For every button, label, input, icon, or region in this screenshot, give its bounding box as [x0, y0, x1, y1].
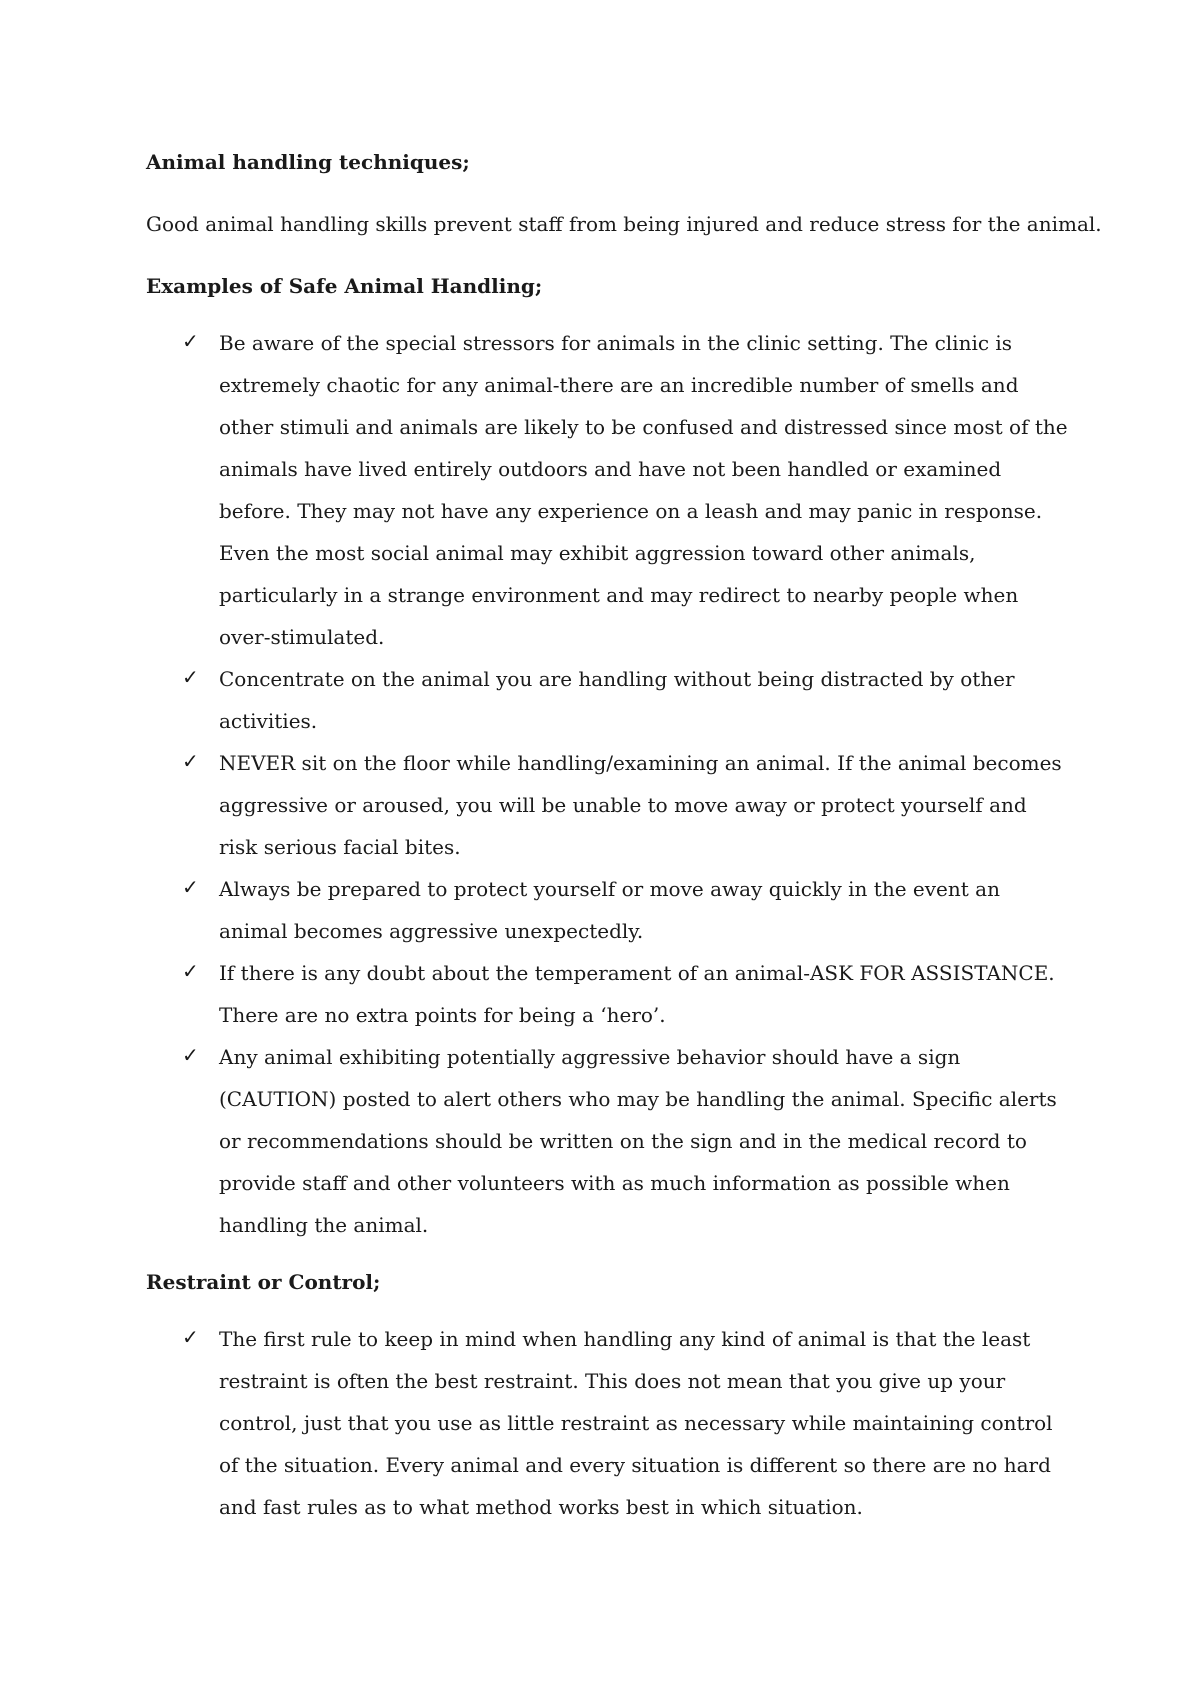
section-heading-safe-handling: Examples of Safe Animal Handling; — [146, 274, 543, 298]
list-item-text: Any animal exhibiting potentially aggressive behavior should have a sign (CAUTION) posted to alert others who may be handling the animal. Specific alerts or recommendations should be written on the sign and in the medical record to provide staff and other volunteers with as much information as possible when handling the animal. — [219, 1045, 1057, 1237]
list-item-text: NEVER sit on the floor while handling/examining an animal. If the animal becomes aggressive or aroused, you will be unable to move away or protect yourself and risk serious facial bites. — [219, 751, 1062, 859]
list-item — [146, 1318, 1071, 1528]
list-item-text: Concentrate on the animal you are handling without being distracted by other activities. — [219, 667, 1015, 733]
list-item-text: Always be prepared to protect yourself or move away quickly in the event an animal becomes aggressive unexpectedly. — [219, 877, 1000, 943]
checkmark-icon: ✓ — [182, 665, 199, 689]
checkmark-icon: ✓ — [182, 749, 199, 773]
checkmark-icon: ✓ — [182, 875, 199, 899]
safe-handling-list — [146, 322, 1066, 1246]
checkmark-icon: ✓ — [182, 1325, 199, 1349]
list-item — [146, 868, 1071, 952]
list-item — [146, 658, 1071, 742]
checkmark-icon: ✓ — [182, 1043, 199, 1067]
list-item-text: The first rule to keep in mind when handling any kind of animal is that the least restraint is often the best restraint. This does not mean that you give up your control, just that you use as little restraint as necessary while maintaining control of the situation. Every animal and every situation is different so there are no hard and fast rules as to what method works best in which situation. — [219, 1327, 1053, 1519]
restraint-list — [146, 1318, 1066, 1528]
list-item-text: If there is any doubt about the temperament of an animal-ASK FOR ASSISTANCE. There are no extra points for being a ‘hero’. — [219, 961, 1055, 1027]
list-item — [146, 952, 1071, 1036]
section-heading-restraint: Restraint or Control; — [146, 1270, 381, 1294]
list-item — [146, 322, 1071, 658]
list-item-text: Be aware of the special stressors for animals in the clinic setting. The clinic is extremely chaotic for any animal-there are an incredible number of smells and other stimuli and animals are likely to be confused and distressed since most of the animals have lived entirely outdoors and have not been handled or examined before. They may not have any experience on a leash and may panic in response. Even the most social animal may exhibit aggression toward other animals, particularly in a strange environment and may redirect to nearby people when over-stimulated. — [219, 331, 1068, 649]
list-item — [146, 742, 1071, 868]
checkmark-icon: ✓ — [182, 329, 199, 353]
intro-paragraph: Good animal handling skills prevent staff from being injured and reduce stress for the animal. — [146, 212, 1102, 236]
document-body — [146, 148, 1102, 1528]
checkmark-icon: ✓ — [182, 959, 199, 983]
list-item — [146, 1036, 1071, 1246]
document-title: Animal handling techniques; — [146, 150, 470, 174]
